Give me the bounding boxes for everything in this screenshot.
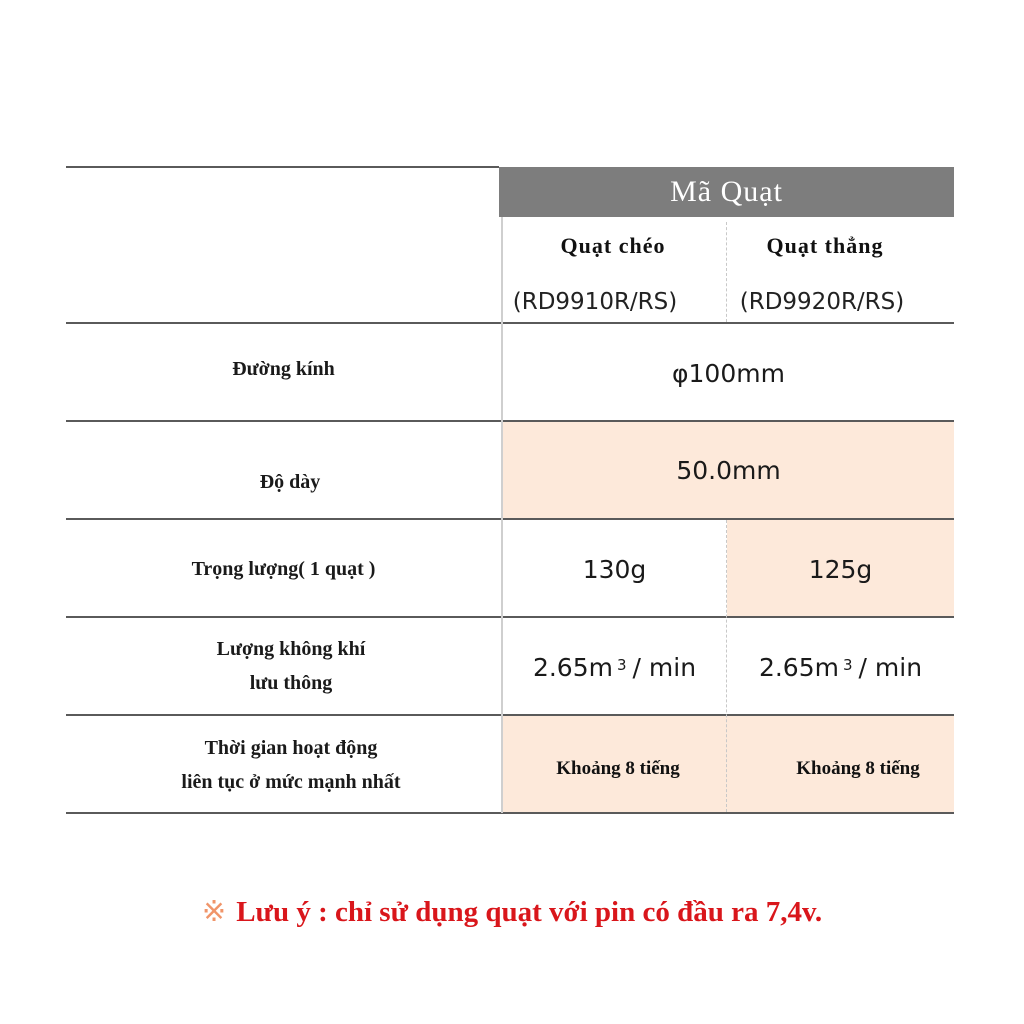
weight-value-a: 130g [582,554,647,584]
airflow-label-line1: Lượng không khí [216,638,366,660]
airflow-value-a-unit: / min [632,652,697,682]
runtime-value-a: Khoảng 8 tiếng [556,758,680,779]
airflow-value-b-exp: 3 [842,656,853,674]
reference-mark-icon: ※ [201,896,227,928]
footer-note-text: Lưu ý : chỉ sử dụng quạt với pin có đầu ra 7,4v. [236,896,823,928]
airflow-value-a-base: 2.65m [532,652,613,682]
thickness-value: 50.0mm [676,455,781,485]
footer-note [0,894,1024,929]
airflow-label [66,618,516,714]
diameter-label: Đường kính [232,358,335,380]
runtime-label-line1: Thời gian hoạt động [204,737,378,759]
model-a-code: (RD9910R/RS) [512,289,678,315]
airflow-value-a-exp: 3 [616,656,627,674]
header-title: Mã Quạt [670,175,783,208]
runtime-label [66,716,516,814]
weight-label: Trọng lượng( 1 quạt ) [191,558,376,580]
runtime-label-line2: liên tục ở mức mạnh nhất [181,771,401,793]
model-b-name: Quạt thẳng [766,233,884,258]
model-a-name: Quạt chéo [560,233,666,258]
runtime-value-b: Khoảng 8 tiếng [796,758,920,779]
diameter-value: φ100mm [672,358,785,388]
airflow-value-b [727,618,954,716]
thickness-label: Độ dày [259,471,321,493]
airflow-value-b-unit: / min [858,652,923,682]
model-b-code: (RD9920R/RS) [739,289,905,315]
airflow-value-b-base: 2.65m [758,652,839,682]
airflow-label-line2: lưu thông [249,672,333,694]
rule-top [66,166,499,168]
weight-value-b: 125g [808,554,873,584]
airflow-value-a [503,618,726,716]
